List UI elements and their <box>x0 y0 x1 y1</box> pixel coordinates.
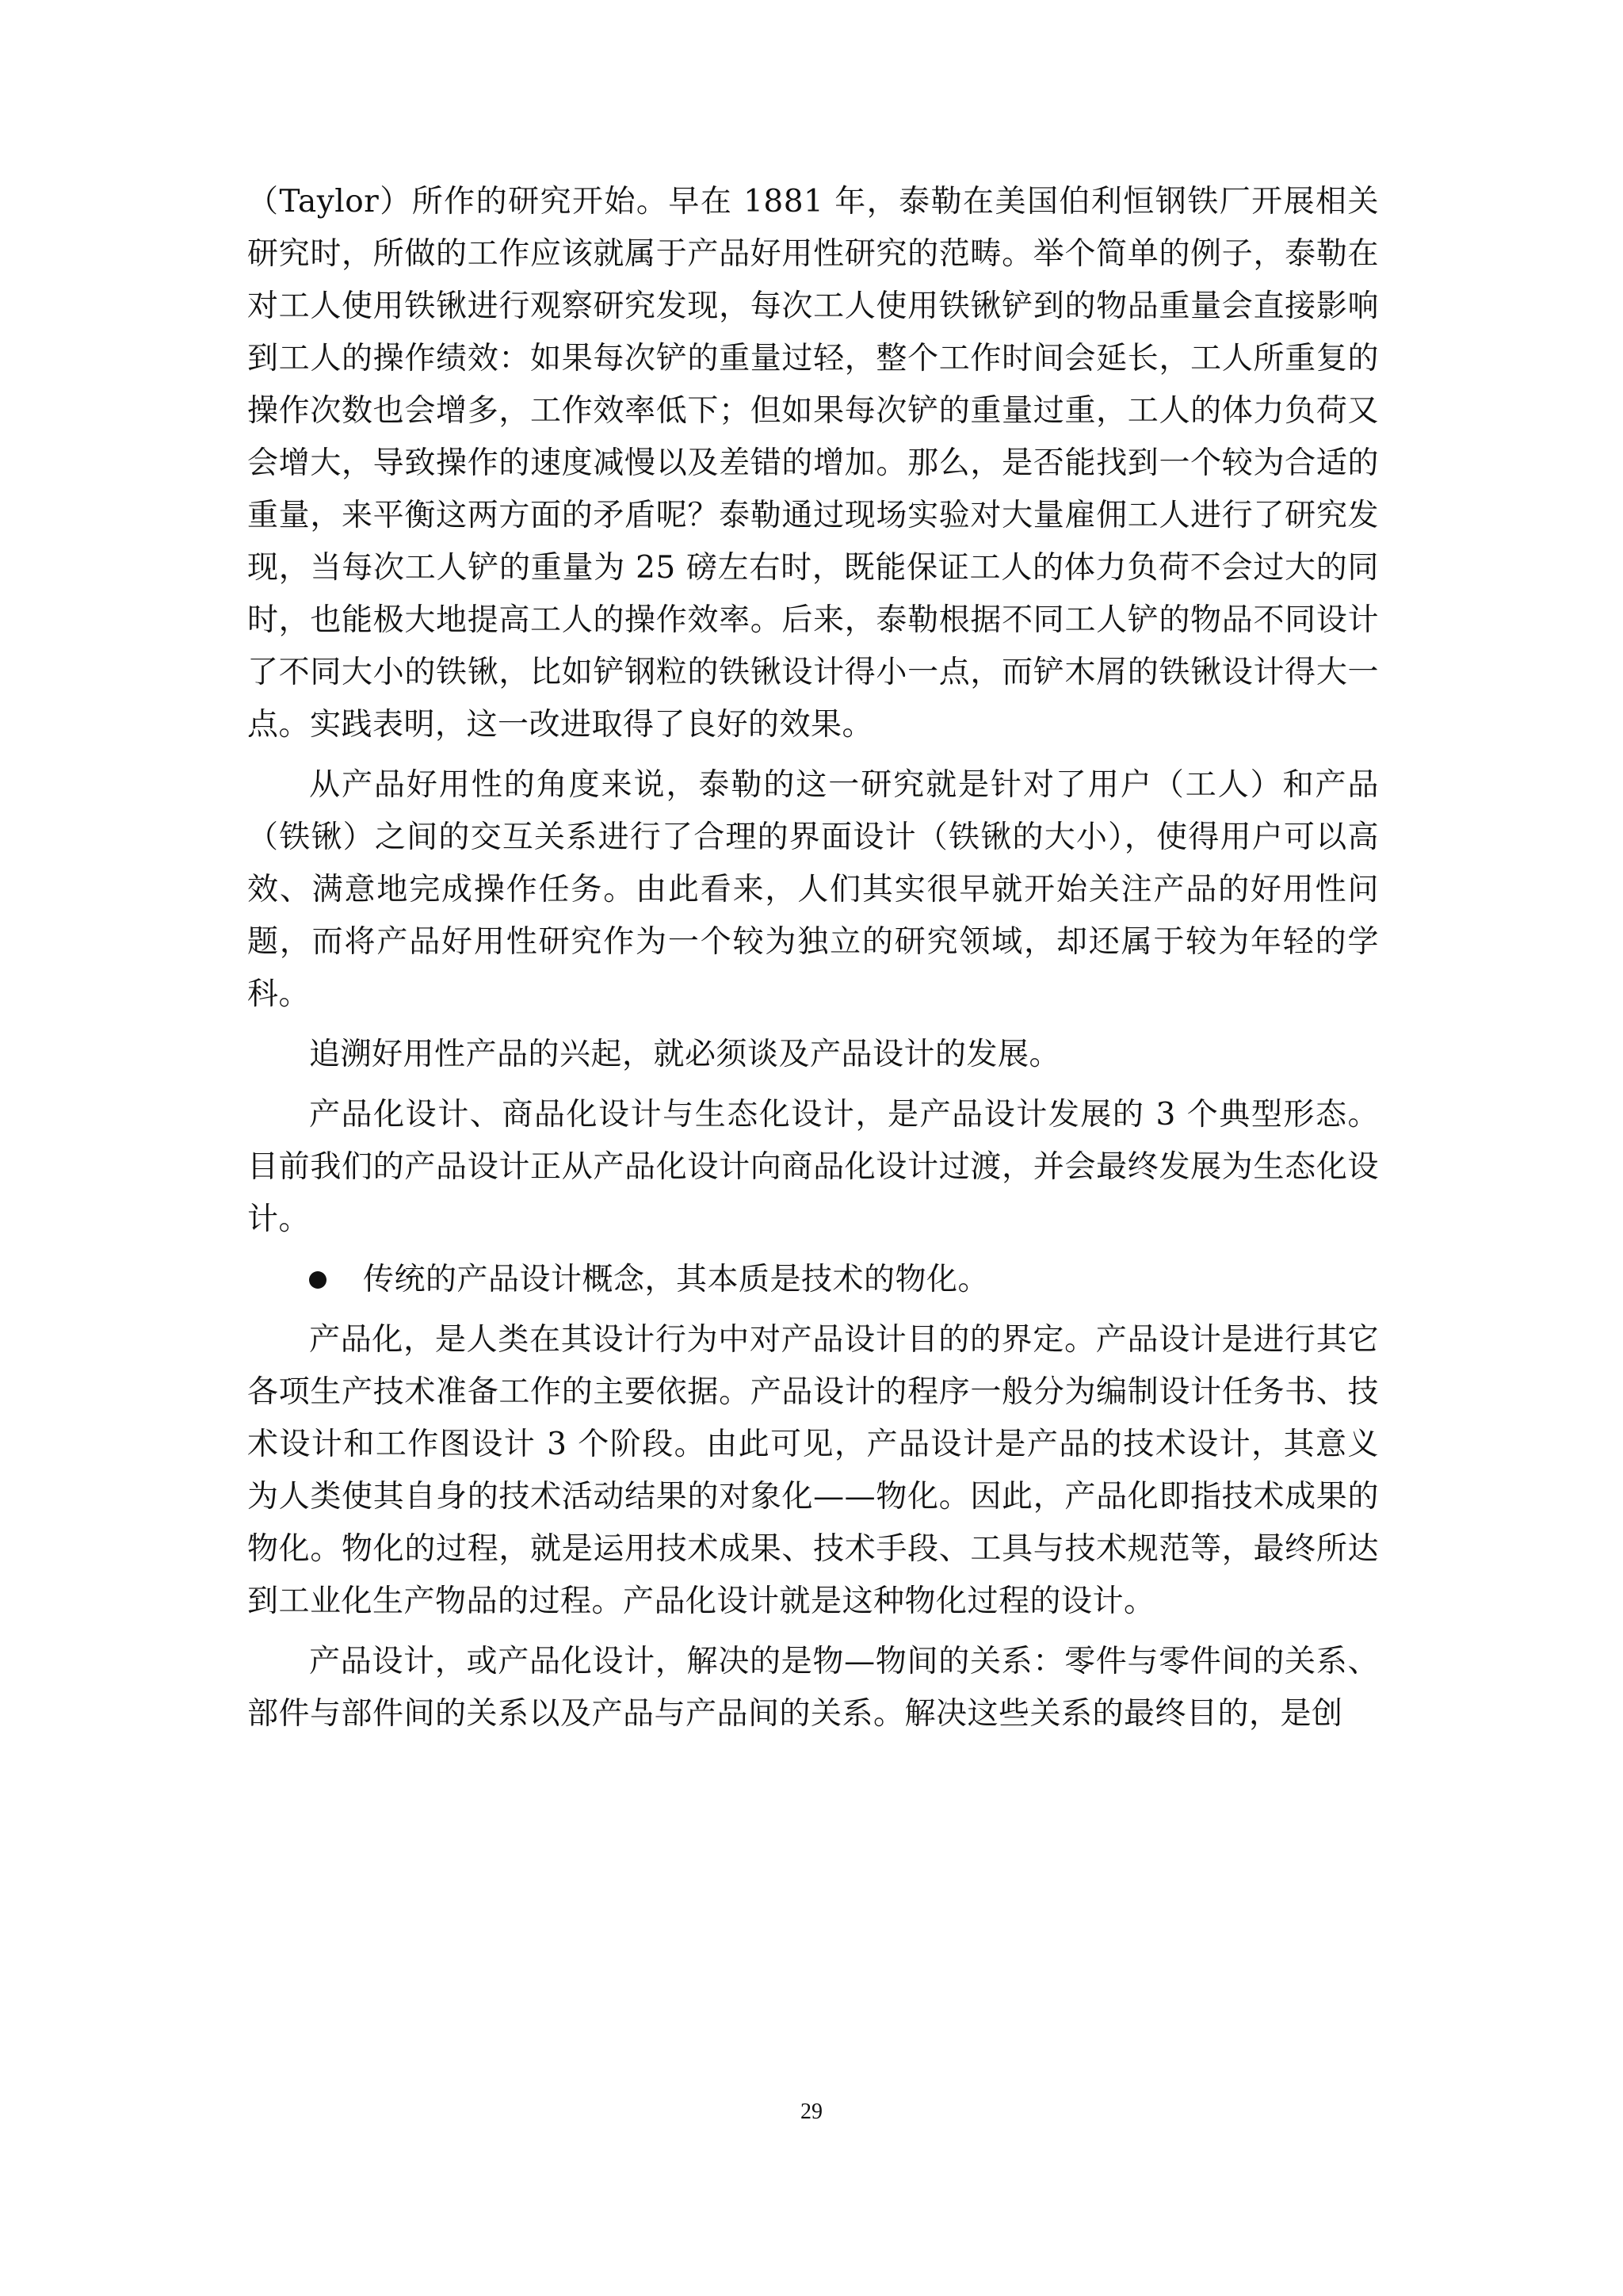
paragraph-three-forms: 产品化设计、商品化设计与生态化设计，是产品设计发展的 3 个典型形态。目前我们的产品设计正从产品化设计向商品化设计过渡，并会最终发展为生态化设计。 <box>247 1097 1379 1237</box>
paragraph-object-relations: 产品设计，或产品化设计，解决的是物—物间的关系：零件与零件间的关系、部件与部件间的关系以及产品与产品间的关系。解决这些关系的最终目的，是创 <box>247 1644 1379 1732</box>
body-text <box>247 176 1379 1748</box>
paragraph-productization: 产品化，是人类在其设计行为中对产品设计目的的界定。产品设计是进行其它各项生产技术准备工作的主要依据。产品设计的程序一般分为编制设计任务书、技术设计和工作图设计 3 个阶段。由此可见，产品设计是产品的技术设计，其意义为人类使其自身的技术活动结果的对象化——物化。因此，产品化即指技术成果的物化。物化的过程，就是运用技术成果、技术手段、工具与技术规范等，最终所达到工业化生产物品的过程。产品化设计就是这种物化过程的设计。 <box>247 1322 1379 1619</box>
bullet-dot-icon <box>309 1271 327 1289</box>
paragraph-taylor-study: （Taylor）所作的研究开始。早在 1881 年，泰勒在美国伯利恒钢铁厂开展相关研究时，所做的工作应该就属于产品好用性研究的范畴。举个简单的例子，泰勒在对工人使用铁锹进行观察研究发现，每次工人使用铁锹铲到的物品重量会直接影响到工人的操作绩效：如果每次铲的重量过轻，整个工作时间会延长，工人所重复的操作次数也会增多，工作效率低下；但如果每次铲的重量过重，工人的体力负荷又会增大，导致操作的速度减慢以及差错的增加。那么，是否能找到一个较为合适的重量，来平衡这两方面的矛盾呢？泰勒通过现场实验对大量雇佣工人进行了研究发现，当每次工人铲的重量为 25 磅左右时，既能保证工人的体力负荷不会过大的同时，也能极大地提高工人的操作效率。后来，泰勒根据不同工人铲的物品不同设计了不同大小的铁锹，比如铲钢粒的铁锹设计得小一点，而铲木屑的铁锹设计得大一点。实践表明，这一改进取得了良好的效果。 <box>247 184 1379 743</box>
bullet-text: 传统的产品设计概念，其本质是技术的物化。 <box>363 1262 990 1297</box>
page-number: 29 <box>800 2099 823 2124</box>
paragraph-trace-origin: 追溯好用性产品的兴起，就必须谈及产品设计的发展。 <box>309 1037 1061 1072</box>
paragraph-usability-perspective: 从产品好用性的角度来说，泰勒的这一研究就是针对了用户（工人）和产品（铁锹）之间的交互关系进行了合理的界面设计（铁锹的大小），使得用户可以高效、满意地完成操作任务。由此看来，人们其实很早就开始关注产品的好用性问题，而将产品好用性研究作为一个较为独立的研究领域，却还属于较为年轻的学科。 <box>247 767 1379 1012</box>
bullet-item <box>247 1254 1379 1306</box>
